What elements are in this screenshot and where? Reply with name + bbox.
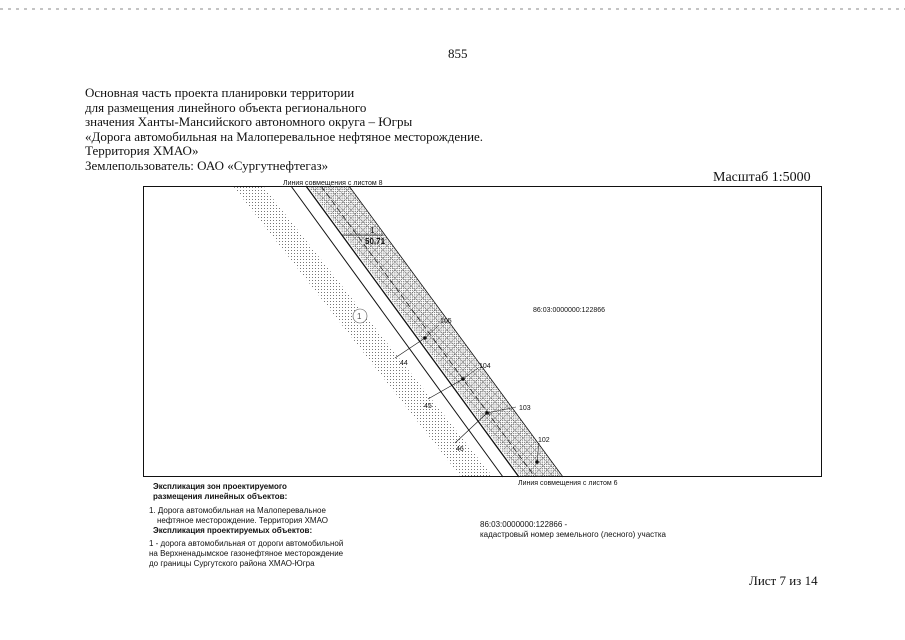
- parcel-label: 86:03:0000000:122866: [533, 307, 606, 314]
- header-line: для размещения линейного объекта регионального: [85, 99, 367, 115]
- scan-top-edge: [0, 8, 905, 10]
- map-frame: [144, 187, 822, 477]
- point-label-104: 104: [479, 363, 491, 370]
- zone-fraction-denominator: 50,71: [365, 237, 386, 246]
- road-edge: [306, 186, 519, 477]
- zones-legend-title: Экспликация зон проектируемого: [153, 482, 287, 491]
- objects-legend-title: Экспликация проектируемых объектов:: [153, 526, 313, 535]
- object-item: до границы Сургутского района ХМАО-Югра: [149, 559, 315, 568]
- zone-marker-number: 1: [357, 312, 362, 321]
- header-line: Территория ХМАО»: [85, 143, 199, 159]
- bottom-alignment-label: Линия совмещения с листом 6: [518, 480, 618, 487]
- cadastral-number: 86:03:0000000:122866 -: [480, 520, 568, 529]
- header-line: Землепользователь: ОАО «Сургутнефтегаз»: [85, 157, 329, 173]
- cadastral-legend: [480, 520, 666, 540]
- zones-legend: [143, 482, 343, 569]
- point-label-105: 105: [440, 318, 452, 325]
- point-label-103: 103: [519, 405, 531, 412]
- map-scale: Масштаб 1:5000: [713, 170, 811, 185]
- object-item: на Верхненадымское газонефтяное месторождение: [149, 549, 344, 558]
- object-item: 1 - дорога автомобильная от дороги автомобильной: [149, 539, 344, 548]
- point-label-46: 46: [456, 446, 464, 453]
- zone-item: 1. Дорога автомобильная на Малоперевальное: [149, 506, 326, 515]
- document-header: [85, 86, 483, 174]
- zone-item: нефтяное месторождение. Территория ХМАО: [157, 516, 328, 525]
- dimension-line: [395, 338, 425, 358]
- zone-boundary: [291, 186, 503, 477]
- page-number: 855: [448, 46, 468, 61]
- point-label-102: 102: [538, 437, 550, 444]
- header-line: Основная часть проекта планировки территории: [85, 85, 355, 100]
- zones-legend-title: размещения линейных объектов:: [153, 492, 288, 501]
- point-label-44: 44: [400, 360, 408, 367]
- zone-fraction-numerator: 1: [370, 226, 375, 235]
- point-label-45: 45: [424, 403, 432, 410]
- sheet-number: Лист 7 из 14: [749, 573, 818, 588]
- top-alignment-label: Линия совмещения с листом 8: [283, 180, 383, 187]
- header-line: значения Ханты-Мансийского автономного округа – Югры: [85, 114, 413, 130]
- header-line: «Дорога автомобильная на Малоперевальное нефтяное месторождение.: [85, 128, 484, 144]
- cadastral-description: кадастровый номер земельного (лесного) участка: [480, 530, 666, 539]
